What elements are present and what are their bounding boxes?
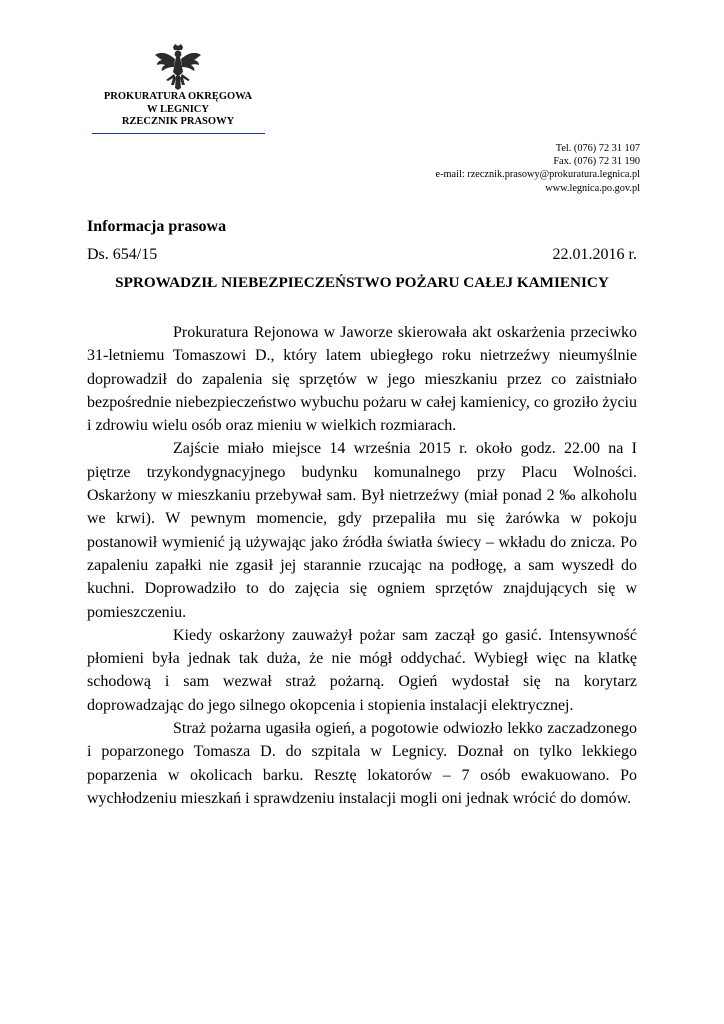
case-number: Ds. 654/15 bbox=[87, 246, 158, 263]
contact-email: e-mail: rzecznik.prasowy@prokuratura.legnica.pl bbox=[435, 169, 640, 181]
contact-fax: Fax. (076) 72 31 190 bbox=[553, 156, 640, 168]
office-line-3: RZECZNIK PRASOWY bbox=[121, 116, 235, 127]
header-rule bbox=[92, 133, 265, 134]
paragraph-4: Straż pożarna ugasiła ogień, a pogotowie odwiozło lekko zaczadzonego i poparzonego Tomasza D. do szpitala w Legnicy. Doznał on tylko lekkiego poparzenia w okolicach barku. Resztę lokatorów – 7 osób ewakuowano. Po wychłodzeniu mieszkań i sprawdzeniu instalacji mogli oni jednak wrócić do domów. bbox=[87, 720, 637, 807]
document-label: Informacja prasowa bbox=[87, 218, 227, 235]
document-date: 22.01.2016 r. bbox=[552, 246, 637, 263]
paragraph-1: Prokuratura Rejonowa w Jaworze skierowała akt oskarżenia przeciwko 31-letniemu Tomaszowi D., który latem ubiegłego roku nietrzeźwy nieumyślnie doprowadził do zapalenia się sprzętów w jego mieszkaniu przez co zaistniało bezpośrednie niebezpieczeństwo wybuchu pożaru w całej kamienicy, co groziło życiu i zdrowiu wielu osób oraz mieniu w wielkich rozmiarach. bbox=[87, 324, 637, 435]
headline: SPROWADZIŁ NIEBEZPIECZEŃSTWO POŻARU CAŁEJ KAMIENICY bbox=[115, 274, 609, 291]
office-line-2: W LEGNICY bbox=[147, 103, 209, 115]
contact-block bbox=[436, 142, 640, 195]
office-name bbox=[90, 91, 266, 129]
contact-tel: Tel. (076) 72 31 107 bbox=[555, 143, 640, 154]
office-line-1: PROKURATURA OKRĘGOWA bbox=[103, 91, 253, 102]
press-release-body bbox=[87, 321, 637, 810]
paragraph-3: Kiedy oskarżony zauważył pożar sam zaczął go gasić. Intensywność płomieni była jednak tak duża, że nie mógł oddychać. Wybiegł więc na klatkę schodową i sam wezwał straż pożarną. Ogień wydostał się na korytarz doprowadzając do jego silnego okopcenia i stopienia instalacji elektrycznej. bbox=[87, 626, 637, 714]
eagle-emblem-icon bbox=[154, 44, 202, 90]
contact-website: www.legnica.po.gov.pl bbox=[545, 182, 640, 194]
paragraph-2: Zajście miało miejsce 14 września 2015 r. około godz. 22.00 na I piętrze trzykondygnacyjnego budynku komunalnego przy Placu Wolności. Oskarżony w mieszkaniu przebywał sam. Był nietrzeźwy (miał ponad 2 ‰ alkoholu we krwi). W pewnym momencie, gdy przepaliła mu się żarówka w pokoju postanowił wymienić ją używając jako źródła światła świecy – wkładu do znicza. Po zapaleniu zapałki nie zgasił jej starannie rzucając na podłogę, a sam wyszedł do kuchni. Doprowadziło to do zajęcia się ogniem sprzętów znajdujących się w pomieszczeniu. bbox=[87, 440, 637, 621]
